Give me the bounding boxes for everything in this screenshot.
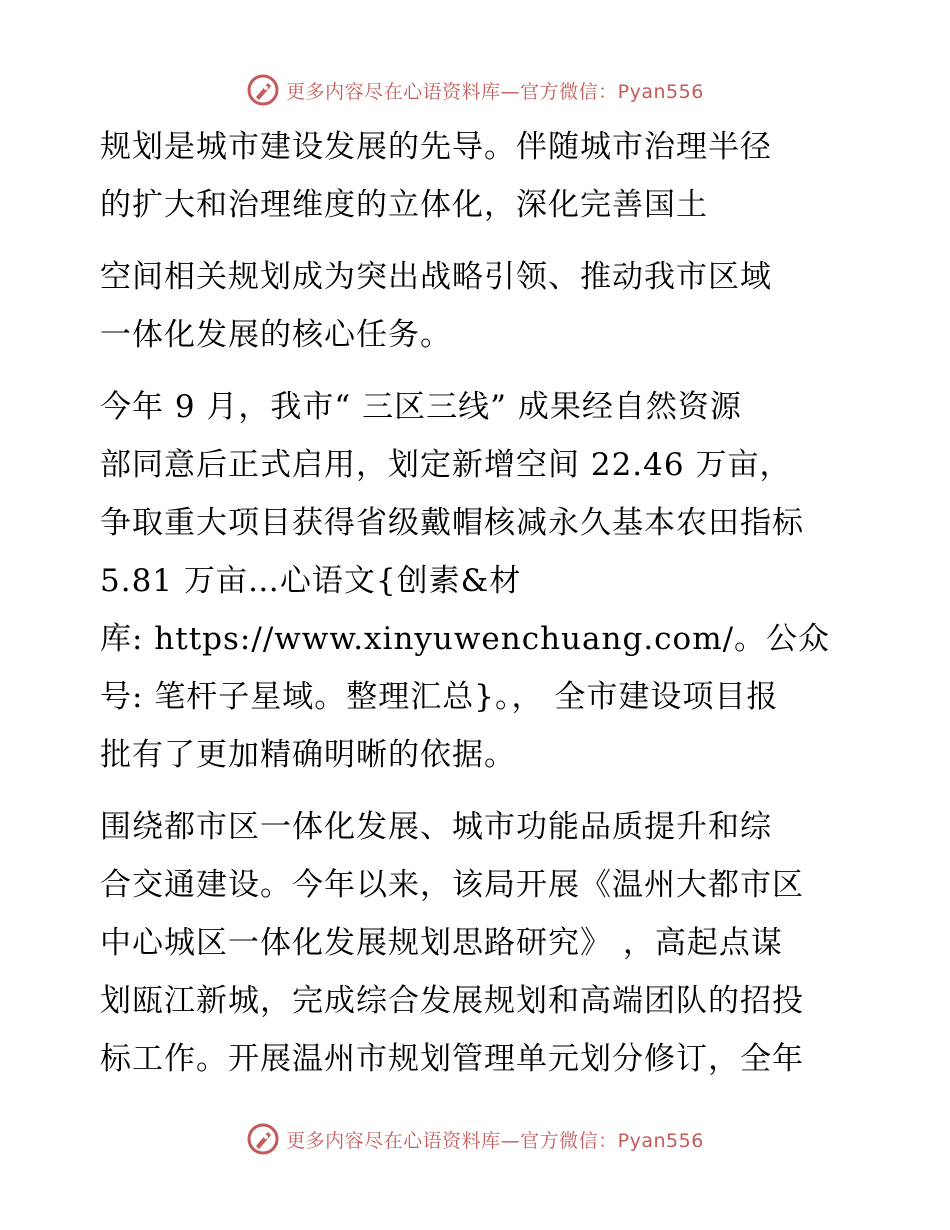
paragraph	[100, 248, 860, 364]
paragraph	[100, 798, 860, 1088]
document-body	[100, 118, 860, 1102]
text-line: 库: https://www.xinyuwenchuang.com/。公众	[100, 621, 831, 657]
text-line: 的扩大和治理维度的立体化，深化完善国土	[100, 187, 708, 223]
text-line: 5.81 万亩…心语文{创素&材	[100, 563, 522, 599]
text-line: 标工作。开展温州市规划管理单元划分修订，全年	[100, 1041, 804, 1077]
text-line: 争取重大项目获得省级戴帽核减永久基本农田指标	[100, 505, 804, 541]
header-banner-text: 更多内容尽在心语资料库—官方微信：Pyan556	[286, 80, 704, 103]
pen-nib-logo-icon	[246, 73, 280, 107]
text-line: 空间相关规划成为突出战略引领、推动我市区域	[100, 259, 772, 295]
text-line: 批有了更加精确明晰的依据。	[100, 737, 516, 773]
paragraph	[100, 378, 860, 784]
text-line: 合交通建设。今年以来，该局开展《温州大都市区	[100, 867, 804, 903]
paragraph	[100, 118, 860, 234]
text-line: 一体化发展的核心任务。	[100, 317, 452, 353]
footer-banner	[0, 1119, 950, 1159]
text-line: 规划是城市建设发展的先导。伴随城市治理半径	[100, 129, 772, 165]
footer-banner-text: 更多内容尽在心语资料库—官方微信：Pyan556	[286, 1129, 704, 1152]
pen-nib-logo-icon	[246, 1122, 280, 1156]
text-line: 部同意后正式启用，划定新增空间 22.46 万亩，	[100, 447, 792, 483]
text-line: 划瓯江新城，完成综合发展规划和高端团队的招投	[100, 983, 804, 1019]
text-line: 中心城区一体化发展规划思路研究》 ，高起点谋	[100, 925, 783, 961]
text-line: 围绕都市区一体化发展、城市功能品质提升和综	[100, 809, 772, 845]
text-line: 号: 笔杆子星域。整理汇总}。， 全市建设项目报	[100, 679, 779, 715]
header-banner	[0, 70, 950, 110]
text-line: 今年 9 月，我市“ 三区三线” 成果经自然资源	[100, 389, 742, 425]
